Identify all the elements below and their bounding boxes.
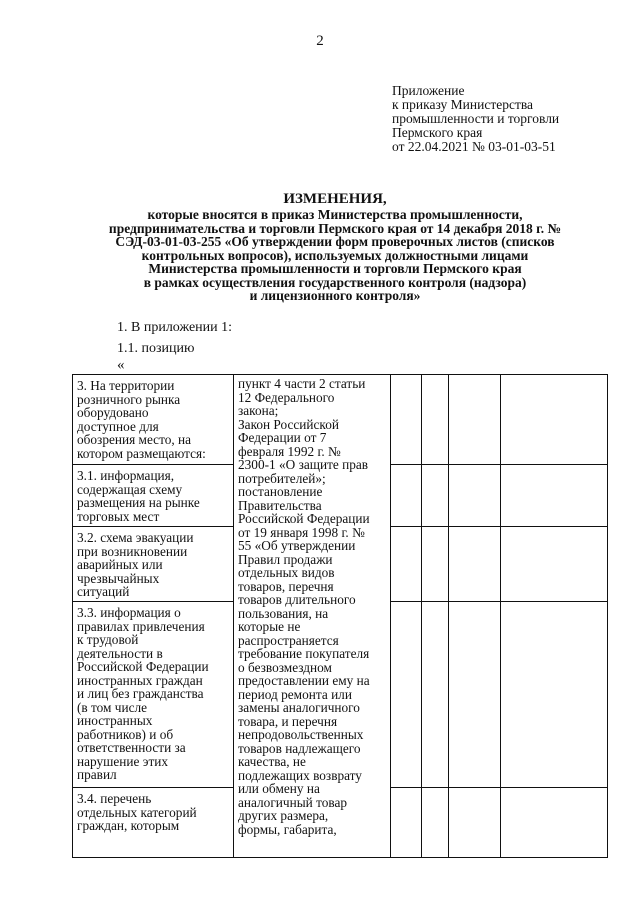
heading-line: СЭД-03-01-03-255 «Об утверждении форм проверочных листов (списков	[115, 234, 555, 249]
document-title: ИЗМЕНЕНИЯ,	[283, 191, 387, 207]
changes-table	[72, 374, 608, 858]
table-cell-empty	[449, 465, 501, 527]
appendix-block	[392, 84, 559, 154]
document-heading	[70, 192, 600, 303]
appendix-line: от 22.04.2021 № 03-01-03-51	[392, 139, 556, 154]
appendix-line: промышленности и торговли	[392, 111, 560, 126]
table-cell-empty	[501, 602, 608, 788]
table-cell-item: 3.1. информация, содержащая схему размещения на рынке торговых мест	[73, 465, 234, 527]
heading-line: которые вносятся в приказ Министерства промышленности,	[147, 207, 523, 222]
heading-line: предпринимательства и торговли Пермского края от 14 декабря 2018 г. №	[108, 220, 562, 236]
appendix-line: Пермского края	[392, 125, 483, 140]
table-cell-empty	[449, 602, 501, 788]
table-cell-empty	[391, 465, 422, 527]
table-cell-empty	[501, 788, 608, 858]
table-cell-empty	[501, 465, 608, 527]
page-number: 2	[316, 33, 324, 49]
table-cell-empty	[422, 788, 449, 858]
paragraph-1: 1. В приложении 1:	[117, 320, 233, 335]
table-cell-item: 3.4. перечень отдельных категорий граждан, которым	[73, 788, 234, 858]
heading-line: контрольных вопросов), используемых должностными лицами	[141, 247, 529, 263]
table-cell-empty	[391, 788, 422, 858]
table-cell-item: 3.3. информация о правилах привлечения к трудовой деятельности в Российской Федерации иностранных граждан и лиц без гражданства (в том числе иностранных работников) и об ответственности за нарушение этих правил	[73, 602, 234, 788]
table-cell-item: 3. На территории розничного рынка оборудовано доступное для обозрения место, на котором размещаются:	[73, 375, 234, 465]
table-cell-empty	[449, 527, 501, 602]
heading-line: и лицензионного контроля»	[249, 288, 421, 303]
table-row	[73, 375, 608, 465]
heading-line: Министерства промышленности и торговли Пермского края	[148, 261, 522, 276]
table-cell-empty	[501, 527, 608, 602]
heading-line: в рамках осуществления государственного контроля (надзора)	[143, 274, 527, 290]
table-cell-empty	[501, 375, 608, 465]
table-cell-empty	[391, 602, 422, 788]
table-cell-item: 3.2. схема эвакуации при возникновении аварийных или чрезвычайных ситуаций	[73, 527, 234, 602]
table-cell-empty	[422, 602, 449, 788]
table-cell-empty	[422, 465, 449, 527]
table-cell-empty	[449, 375, 501, 465]
table-cell-empty	[422, 375, 449, 465]
table-cell-empty	[391, 527, 422, 602]
appendix-line: Приложение	[392, 83, 465, 98]
paragraph-1-1: 1.1. позицию	[117, 341, 195, 356]
table-cell-empty	[391, 375, 422, 465]
appendix-line: к приказу Министерства	[392, 97, 534, 112]
table-cell-legal-basis: пункт 4 части 2 статьи 12 Федерального закона; Закон Российской Федерации от 7 февраля 1992 г. № 2300-1 «О защите прав потребителей»; постановление Правительства Российской Федерации от 19 января 1998 г. № 55 «Об утверждении Правил продажи отдельных видов товаров, перечня товаров длительного пользования, на которые не распространяется требование покупателя о безвозмездном предоставлении ему на период ремонта или замены аналогичного товара, и перечня непродовольственных товаров надлежащего качества, не подлежащих возврату или обмену на аналогичный товар других размера, формы, габарита,	[234, 375, 391, 858]
opening-quote: «	[117, 357, 125, 373]
table-cell-empty	[449, 788, 501, 858]
table-cell-empty	[422, 527, 449, 602]
